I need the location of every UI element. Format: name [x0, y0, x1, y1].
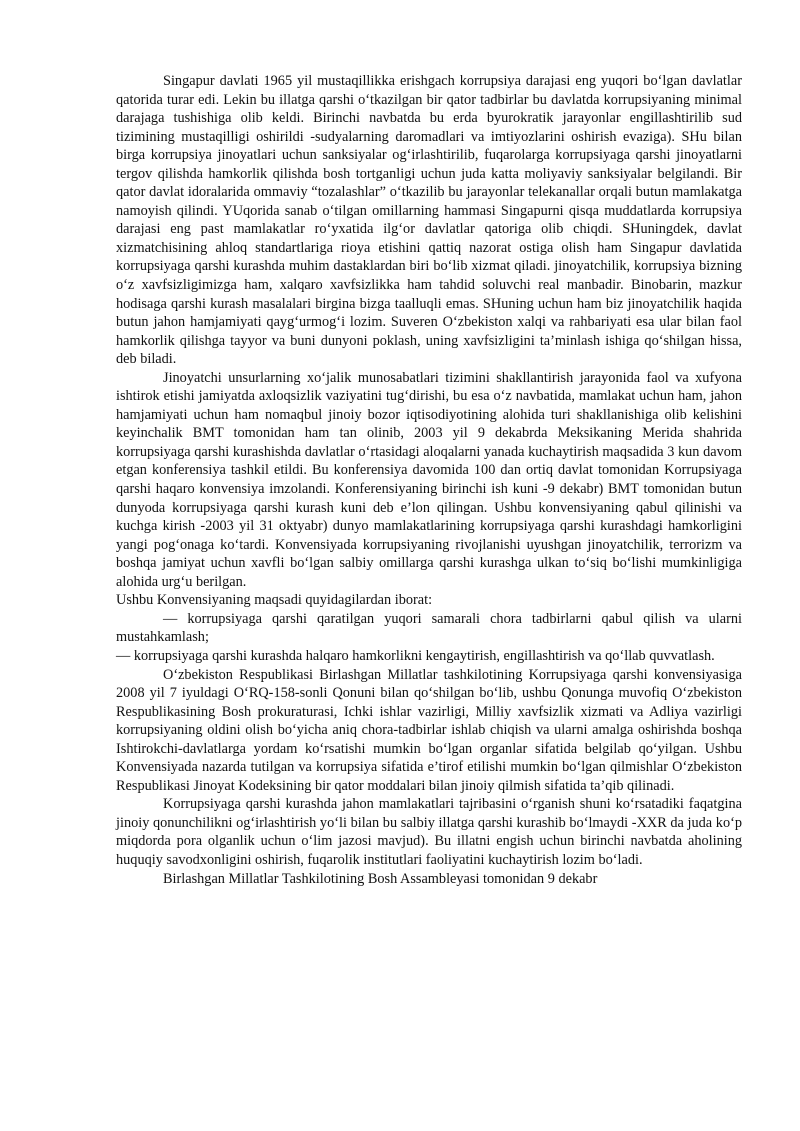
list-item-cooperation: — korrupsiyaga qarshi kurashda halqaro hamkorlikni kengaytirish, engillashtirish va qo‘llab quvvatlash. [116, 647, 715, 664]
paragraph-criminal-elements: Jinoyatchi unsurlarning xo‘jalik munosabatlari tizimini shakllantirish jarayonida faol va xufyona ishtirok etishi jamiyatda axloqsizlik vaziyatini tug‘dirishi, bu esa o‘z navbatida, mamlakat uchun ham, jahon hamjamiyati uchun ham nomaqbul jinoiy bozor iqtisodiyotining alohida turi shakllanishiga olib kelishini keyinchalik BMT tomonidan ham tan olinib, 2003 yil 9 dekabrda Meksikaning Merida shahrida korrupsiyaga qarshi kurashishda davlatlar o‘rtasidagi aloqalarni yanada kuchaytirish maqsadida 3 kun davom etgan konferensiya tashkil etildi. Bu konferensiya davomida 100 dan ortiq davlat tomonidan Korrupsiyaga qarshi haqaro konvensiya imzolandi. Konferensiyaning birinchi ish kuni -9 dekabr) BMT tomonidan butun dunyoda korrupsiyaga qarshi kurash kuni deb e’lon qilingan. Ushbu konvensiyaning qabul qilinishi va kuchga kirish -2003 yil 31 oktyabr) dunyo mamlakatlarining korrupsiyaga qarshi kurashdagi hamkorligini yangi pog‘onaga ko‘tardi. Konvensiyada korrupsiyaning rivojlanishi uyushgan jinoyatchilik, terrorizm va boshqa jamiyat uchun xavfli bo‘lgan salbiy omillarga qarshi kurashga ulkan to‘siq bo‘lishi mumkinligiga alohida urg‘u berilgan. [116, 369, 742, 590]
paragraph-general-assembly: Birlashgan Millatlar Tashkilotining Bosh Assambleyasi tomonidan 9 dekabr [163, 870, 598, 887]
document-page [116, 72, 742, 888]
paragraph-uzbekistan-convention: O‘zbekiston Respublikasi Birlashgan Millatlar tashkilotining Korrupsiyaga qarshi konvensiyasiga 2008 yil 7 iyuldagi O‘RQ-158-sonli Qonuni bilan qo‘shilgan bo‘lib, ushbu Qonunga muvofiq O‘zbekiston Respublikasining Bosh prokuraturasi, Ichki ishlar vazirligi, Milliy xavfsizlik xizmati va Adliya vazirligi korrupsiyaning oldini olish bo‘yicha aniq chora-tadbirlar ishlab chiqish va ularni amalga oshirishda boshqa Ishtirokchi-davlatlarga yordam ko‘rsatishi mumkin bo‘lgan organlar sifatida belgilab qo‘yilgan. Ushbu Konvensiyada nazarda tutilgan va korrupsiya sifatida e’tirof etilishi mumkin bo‘lgan qilmishlar O‘zbekiston Respublikasi Jinoyat Kodeksining bir qator moddalari bilan jinoiy qilmish sifatida ta’qib qilinadi. [116, 666, 742, 794]
list-item-measures: — korrupsiyaga qarshi qaratilgan yuqori samarali chora tadbirlarni qabul qilish va ularni mustahkamlash; [116, 610, 742, 646]
paragraph-convention-purpose: Ushbu Konvensiyaning maqsadi quyidagilardan iborat: [116, 592, 433, 609]
paragraph-singapore: Singapur davlati 1965 yil mustaqillikka erishgach korrupsiya darajasi eng yuqori bo‘lgan davlatlar qatorida turar edi. Lekin bu illatga qarshi o‘tkazilgan bir qator tadbirlar bu davlatda korrupsiyaning minimal darajaga tushishiga olib keldi. Birinchi navbatda bu erda byurokratik jarayonlar engillashtirilib sud tizimining mustaqilligi oshirildi -sudyalarning daromadlari va imtiyozlarini oshirish evaziga). SHu bilan birga korrupsiya jinoyatlari uchun sanksiyalar og‘irlashtirilib, fuqarolarga korrupsiyaga qarshi jinoyatlarni tergov qilishda hamkorlik qilishda bosh tortganligi uchun juda katta moliyaviy sanksiyalar belgilandi. Bir qator davlat idoralarida ommaviy “tozalashlar” o‘tkazilib bu jarayonlar telekanallar orqali butun mamlakatga namoyish qilindi. YUqorida sanab o‘tilgan omillarning hammasi Singapurni qisqa muddatlarda korrupsiya darajasi eng past mamlakatlar ro‘yxatida ilg‘or davlatlar qatoriga olib chiqdi. SHuningdek, davlat xizmatchisining ahloq standartlariga rioya etishini qattiq nazorat ostiga olish ham Singapur davlatida korrupsiyaga qarshi kurashda muhim dastaklardan biri bo‘lib xizmat qiladi. jinoyatchilik, korrupsiya bizning o‘z xavfsizligimizga ham, xalqaro xavfsizlikka ham tahdid soluvchi real manbadir. Binobarin, mazkur hodisaga qarshi kurash masalalari birgina bizga taalluqli emas. SHuning uchun ham biz jinoyatchilik haqida butun jahon hamjamiyati qayg‘urmog‘i lozim. Suveren O‘zbekiston xalqi va rahbariyati esa ular bilan faol hamkorlik qilishga tayyor va buni dunyoni poklash, uning xavfsizligini ta’minlash ishiga qo‘shilgan hissa, deb biladi. [116, 73, 742, 368]
paragraph-world-experience: Korrupsiyaga qarshi kurashda jahon mamlakatlari tajribasini o‘rganish shuni ko‘rsatadiki faqatgina jinoiy qonunchilikni og‘irlashtirish yo‘li bilan bu salbiy illatga qarshi kurashib bo‘lmaydi -XXR da juda ko‘p miqdorda pora olganlik uchun o‘lim jazosi mavjud). Bu illatni engish uchun birinchi navbatda aholining huquqiy savodxonligini oshirish, fuqarolik institutlari faoliyatini kuchaytirish lozim bo‘ladi. [116, 796, 742, 868]
